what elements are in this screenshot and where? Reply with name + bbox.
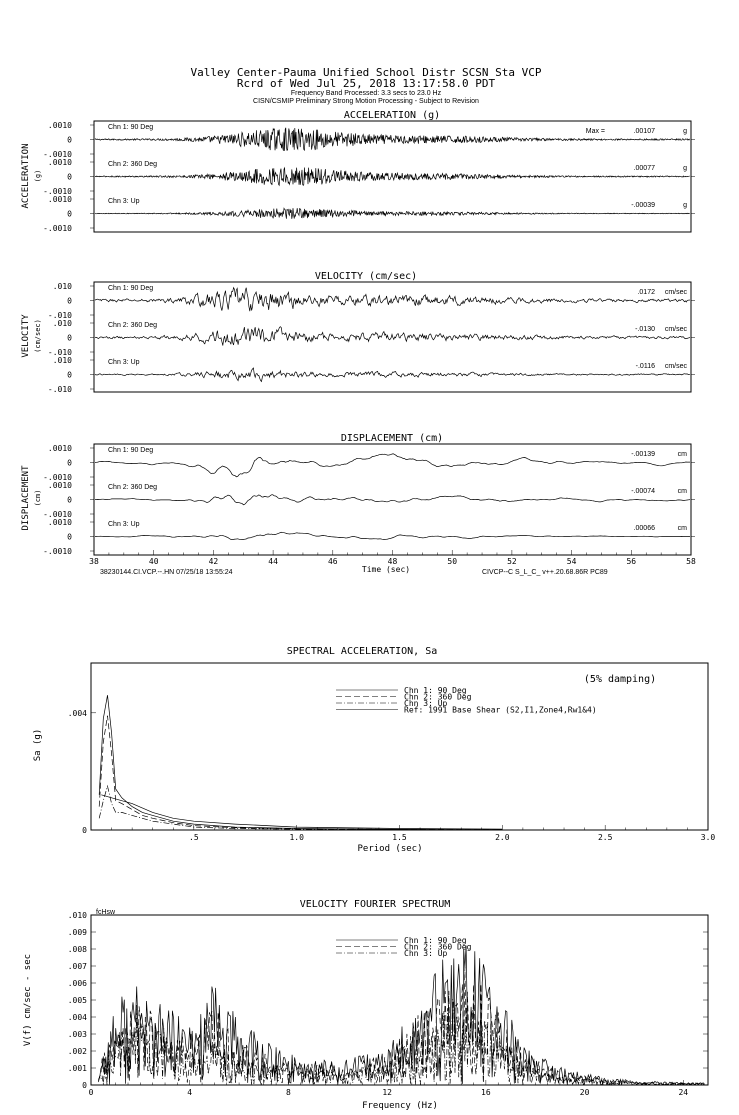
y-tick-label: 0 [67,495,72,505]
fourier-title: VELOCITY FOURIER SPECTRUM [299,899,451,910]
peak-unit: cm/sec [664,326,687,333]
footer-left-id: 38230144.CI.VCP.--.HN 07/25/18 13:55:24 [100,569,233,576]
y-tick-label: .0010 [47,481,72,490]
displacement-title: DISPLACEMENT (cm) [340,433,444,444]
waveform-trace [95,368,690,382]
legend-label: Chn 1: 90 Deg [404,686,467,695]
peak-unit: g [683,202,687,209]
x-tick-label: 38 [89,557,99,566]
x-tick-label: 44 [268,557,278,566]
acceleration-yunit: (g) [34,169,42,183]
peak-value: -.0116 [635,363,655,370]
y-tick-label: 0 [67,172,72,182]
legend-label: Ref: 1991 Base Shear (S2,I1,Zone4,Rw1&4) [404,705,597,715]
channel-label: Chn 1: 90 Deg [108,285,154,292]
peak-prefix: Max = [585,128,605,135]
y-tick-label: .010 [52,356,72,365]
peak-unit: g [683,128,687,135]
sa-series-line [101,795,502,829]
fourier-chart [68,911,708,1097]
y-tick-label: .0010 [47,444,72,453]
x-tick-label: 2.0 [495,833,510,842]
peak-unit: g [683,165,687,172]
y-tick-label: 0 [67,333,72,343]
y-tick-label: .001 [67,1064,87,1073]
x-tick-label: 20 [579,1088,590,1097]
channel-label: Chn 3: Up [108,359,140,366]
displacement-yunit: (cm) [34,489,42,507]
y-tick-label: -.010 [47,348,72,357]
x-tick-label: 1.5 [392,833,407,842]
waveform-trace [95,168,690,186]
channel-label: Chn 1: 90 Deg [108,124,154,131]
velocity-ylabel: VELOCITY [21,314,31,358]
x-tick-label: 56 [626,557,637,566]
y-tick-label: .010 [67,911,87,920]
channel-label: Chn 2: 360 Deg [108,161,158,168]
fourier-series-line [98,946,704,1085]
y-tick-label: -.010 [47,385,72,394]
x-tick-label: 1.0 [289,833,304,842]
waveform-trace [95,495,690,505]
sa-damping-note: (5% damping) [583,674,657,685]
y-tick-label: .007 [67,962,87,971]
x-tick-label: 0 [88,1088,94,1097]
y-tick-label: .004 [67,1013,87,1022]
velocity-panel [48,282,695,394]
y-tick-label: -.0010 [43,473,72,482]
channel-label: Chn 2: 360 Deg [108,322,158,329]
time-axis [89,550,696,566]
peak-value: -.0130 [635,326,655,333]
y-tick-label: -.0010 [43,224,72,233]
x-tick-label: 42 [208,557,219,566]
y-tick-label: 0 [67,532,72,542]
y-tick-label: 0 [82,1081,87,1090]
y-tick-label: -.0010 [43,547,72,556]
y-tick-label: .006 [67,979,87,988]
velocity-title: VELOCITY (cm/sec) [314,271,418,282]
legend-label: Chn 1: 90 Deg [404,936,467,945]
fourier-xlabel: Frequency (Hz) [362,1101,438,1111]
x-tick-label: 54 [566,557,577,566]
x-tick-label: 12 [382,1088,392,1097]
peak-unit: cm/sec [664,363,687,370]
sa-series-line [99,716,502,830]
footer-right-id: CIVCP--C S_L_C_ v++.20.68.86R PC89 [482,569,608,576]
peak-value: -.00039 [631,202,655,209]
sa-title: SPECTRAL ACCELERATION, Sa [286,646,438,657]
x-tick-label: 50 [447,557,458,566]
y-tick-label: -.010 [47,311,72,320]
channel-label: Chn 3: Up [108,521,140,528]
y-tick-label: .002 [67,1047,87,1056]
y-tick-label: 0 [67,135,72,145]
y-tick-label: .010 [52,282,72,291]
acceleration-ylabel: ACCELERATION [21,143,31,209]
x-tick-label: 40 [148,557,159,566]
displacement-frame [94,444,691,555]
sa-xlabel: Period (sec) [357,844,423,854]
x-tick-label: 46 [327,557,338,566]
peak-unit: cm [677,451,687,458]
legend-label: Chn 3: Up [404,949,448,958]
channel-label: Chn 3: Up [108,198,140,205]
peak-unit: cm [677,525,687,532]
time-axis-label: Time (sec) [361,565,411,574]
x-tick-label: .5 [189,833,199,842]
legend-label: Chn 2: 360 Deg [404,942,472,952]
band-line: Frequency Band Processed: 3.3 secs to 23.0 Hz [290,90,442,97]
y-tick-label: .003 [67,1030,87,1039]
legend-label: Chn 3: Up [404,699,448,708]
waveform-trace [95,532,690,539]
y-tick-label: 0 [67,296,72,306]
y-tick-label: .010 [52,319,72,328]
waveform-trace [95,454,690,477]
channel-label: Chn 2: 360 Deg [108,484,158,491]
peak-value: .00077 [633,165,655,172]
y-tick-label: -.0010 [43,150,72,159]
x-tick-label: 58 [686,557,696,566]
legend-label: Chn 2: 360 Deg [404,692,472,702]
y-tick-label: .0010 [47,121,72,130]
x-tick-label: 16 [481,1088,491,1097]
sa-series-line [99,786,502,830]
y-tick-label: 0 [67,209,72,219]
channel-label: Chn 1: 90 Deg [108,447,154,454]
peak-unit: cm/sec [664,289,687,296]
y-tick-label: .008 [67,945,87,954]
sa-ylabel: Sa (g) [33,728,43,762]
x-tick-label: 24 [678,1088,689,1097]
record-line: Rcrd of Wed Jul 25, 2018 13:17:58.0 PDT [236,77,496,90]
waveform-trace [95,327,690,346]
y-tick-label: .005 [67,996,87,1005]
y-tick-label: 0 [82,826,87,835]
y-tick-label: .0010 [47,158,72,167]
acceleration-panel [43,121,695,233]
y-tick-label: -.0010 [43,510,72,519]
x-tick-label: 52 [507,557,517,566]
y-tick-label: -.0010 [43,187,72,196]
station-line: Valley Center-Pauma Unified School Distr SCSN Sta VCP [190,66,542,79]
y-tick-label: .004 [67,708,87,718]
y-tick-label: .009 [67,928,87,937]
displacement-panel [43,444,695,556]
y-tick-label: 0 [67,458,72,468]
sa-frame [91,663,708,830]
x-tick-label: 4 [187,1088,193,1097]
x-tick-label: 2.5 [597,833,613,842]
fourier-ylabel: V(f) cm/sec - sec [23,953,33,1047]
peak-value: .00066 [633,525,655,532]
x-tick-label: 3.0 [700,833,716,842]
peak-value: .00107 [633,128,655,135]
peak-value: .0172 [637,289,655,296]
waveform-trace [95,288,690,312]
y-tick-label: .0010 [47,518,72,527]
y-tick-label: 0 [67,370,72,380]
fourier-corner-label: fcHsw [96,909,116,916]
x-tick-label: 48 [387,557,398,566]
processing-line: CISN/CSMIP Preliminary Strong Motion Processing - Subject to Revision [253,98,479,105]
sa-chart [68,686,716,842]
acceleration-title: ACCELERATION (g) [343,110,441,121]
fourier-series-line [98,967,704,1085]
y-tick-label: .0010 [47,195,72,204]
peak-value: -.00139 [631,451,655,458]
x-tick-label: 8 [286,1088,291,1097]
sa-series-line [99,692,502,830]
velocity-yunit: (cm/sec) [34,319,42,353]
peak-value: -.00074 [631,488,655,495]
waveform-trace [95,208,690,219]
peak-unit: cm [677,488,687,495]
displacement-ylabel: DISPLACEMENT [21,465,31,531]
